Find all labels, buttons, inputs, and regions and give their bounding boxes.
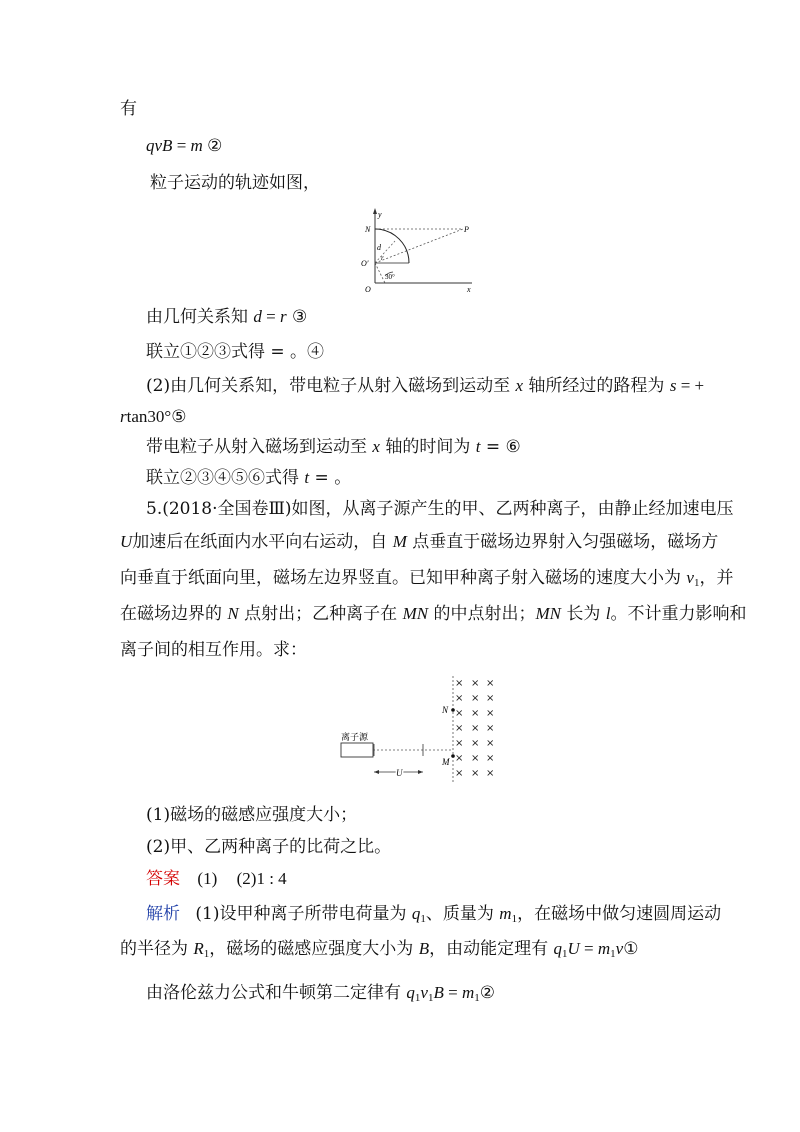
question-line xyxy=(120,639,307,661)
label-angle: 30° xyxy=(385,273,395,281)
var-v: v xyxy=(420,983,428,1002)
equals: = xyxy=(261,307,280,326)
text: 由几何关系知 xyxy=(146,307,254,327)
label-o: O xyxy=(365,285,371,293)
var-q: q xyxy=(411,904,421,923)
cross-mark: × xyxy=(471,738,480,749)
label-m: M xyxy=(442,757,450,767)
var-d: d xyxy=(253,307,262,326)
label-o-prime: O′ xyxy=(361,259,369,268)
var-b: B xyxy=(433,983,444,1002)
cross-mark: × xyxy=(486,723,495,734)
question-line xyxy=(146,836,391,858)
text: = 。 xyxy=(309,468,352,488)
circled-num: ② xyxy=(202,136,223,155)
text: 、质量为 xyxy=(425,904,500,924)
label-n: N xyxy=(365,225,371,234)
question-line xyxy=(120,531,718,553)
label-y: y xyxy=(378,210,382,219)
cross-mark: × xyxy=(486,708,495,719)
cross-mark: × xyxy=(455,723,464,734)
subscript: 1 xyxy=(610,948,616,960)
var-mn: MN xyxy=(402,604,429,623)
text: = ⑥ xyxy=(480,437,521,457)
var-b: B xyxy=(418,939,430,958)
cross-mark: × xyxy=(471,693,480,704)
text: 。不计重力影响和 xyxy=(610,604,747,624)
text: 联立②③④⑤⑥式得 xyxy=(146,468,305,488)
u-arrow-left xyxy=(374,770,379,774)
var-m: m xyxy=(499,904,512,923)
text-line xyxy=(150,172,320,194)
var-t: t xyxy=(304,468,310,487)
var-r: r xyxy=(120,407,127,426)
answer-label: 答案 xyxy=(146,869,180,889)
text: 在磁场边界的 xyxy=(120,604,228,624)
text: 带电粒子从射入磁场到运动至 xyxy=(146,437,373,457)
circled-num: ② xyxy=(479,983,495,1003)
var-mn: MN xyxy=(535,604,561,623)
text: 轴的时间为 xyxy=(379,437,476,457)
answer-part-1: (1) xyxy=(197,869,218,888)
text: tan30°⑤ xyxy=(126,407,187,426)
cross-mark: × xyxy=(486,678,495,689)
var-m: M xyxy=(392,532,407,551)
text: 联立①②③式得 = 。④ xyxy=(146,342,325,362)
text: (2)由几何关系知，带电粒子从射入磁场到运动至 xyxy=(146,376,516,396)
var-v: v xyxy=(686,568,694,587)
text-line xyxy=(120,98,137,120)
text: 长为 xyxy=(560,604,606,624)
var-m: m xyxy=(190,136,203,155)
text-line xyxy=(146,306,307,328)
var-x: x xyxy=(515,376,524,395)
cross-mark: × xyxy=(471,678,480,689)
text: 的中点射出； xyxy=(428,604,536,624)
question-line xyxy=(146,498,734,520)
text: 加速后在纸面内水平向右运动，自 xyxy=(132,532,393,552)
equals: = xyxy=(172,136,191,155)
text: (1)设甲种离子所带电荷量为 xyxy=(195,904,412,924)
var-b: B xyxy=(162,136,173,155)
subscript: 1 xyxy=(427,992,434,1004)
text: 有 xyxy=(120,99,137,119)
text: 的半径为 xyxy=(120,939,194,959)
text-line xyxy=(146,375,704,397)
cross-mark: × xyxy=(486,753,495,764)
var-m: m xyxy=(461,983,475,1002)
circled-num: ③ xyxy=(286,307,308,327)
dashed-line-p xyxy=(375,229,463,263)
equals: = xyxy=(579,939,598,958)
text: 粒子运动的轨迹如图， xyxy=(150,173,320,193)
cross-mark: × xyxy=(455,738,464,749)
var-l: l xyxy=(605,604,611,623)
var-s: s xyxy=(669,376,677,395)
var-q: q xyxy=(553,939,562,958)
cross-mark: × xyxy=(455,708,464,719)
label-u: U xyxy=(396,768,403,778)
label-p: P xyxy=(464,225,469,234)
cross-mark: × xyxy=(471,723,480,734)
label-r: r xyxy=(381,254,384,262)
text: ，在磁场中做匀速圆周运动 xyxy=(517,904,722,924)
var-n: N xyxy=(227,604,239,623)
cross-mark: × xyxy=(471,753,480,764)
text: ，并 xyxy=(699,568,734,588)
text: 离子间的相互作用。求： xyxy=(120,640,307,660)
subscript: 1 xyxy=(203,948,210,960)
text-line xyxy=(146,341,324,363)
analysis-line xyxy=(146,903,721,930)
cross-mark: × xyxy=(486,693,495,704)
var-m: m xyxy=(597,939,611,958)
var-u: U xyxy=(120,532,133,551)
cross-mark: × xyxy=(455,753,464,764)
subscript: 1 xyxy=(511,913,518,925)
var-q: q xyxy=(146,136,155,155)
text-line xyxy=(146,467,351,489)
subscript: 1 xyxy=(414,992,421,1004)
answer-part-2: (2)1 : 4 xyxy=(236,869,287,888)
question-line xyxy=(146,804,357,826)
dashed-line-o xyxy=(375,263,385,283)
text: 向垂直于纸面向里，磁场左边界竖直。已知甲种离子射入磁场的速度大小为 xyxy=(120,568,687,588)
subscript: 1 xyxy=(420,913,426,925)
label-ion-source: 离子源 xyxy=(341,732,369,742)
cross-mark: × xyxy=(455,678,464,689)
var-x: x xyxy=(372,437,380,456)
subscript: 1 xyxy=(693,577,700,589)
subscript: 1 xyxy=(562,948,568,960)
question-line xyxy=(120,567,733,594)
analysis-line xyxy=(120,938,638,965)
var-r: R xyxy=(193,939,204,958)
cross-mark: × xyxy=(455,693,464,704)
cross-mark: × xyxy=(471,708,480,719)
text: (2)甲、乙两种离子的比荷之比。 xyxy=(146,837,392,857)
text: (1)磁场的磁感应强度大小； xyxy=(146,805,358,825)
text: 点垂直于磁场边界射入匀强磁场，磁场方 xyxy=(406,532,719,552)
u-arrow-right xyxy=(418,770,423,774)
subscript: 1 xyxy=(474,992,480,1004)
text: 由洛伦兹力公式和牛顿第二定律有 xyxy=(146,983,407,1003)
analysis-line xyxy=(146,982,495,1009)
text: = + xyxy=(676,376,705,395)
var-q: q xyxy=(406,983,415,1002)
text-line xyxy=(120,406,186,428)
label-n: N xyxy=(442,705,449,715)
answer-line xyxy=(146,868,287,890)
var-t: t xyxy=(475,437,481,456)
cross-mark: × xyxy=(486,768,495,779)
y-arrow xyxy=(373,208,377,214)
analysis-label: 解析 xyxy=(146,904,180,924)
var-v: v xyxy=(615,939,624,958)
ion-source-figure xyxy=(336,674,506,786)
text: ，由动能定理有 xyxy=(429,939,554,959)
text: ，磁场的磁感应强度大小为 xyxy=(209,939,419,959)
var-u: U xyxy=(567,939,580,958)
equation-line xyxy=(146,135,222,157)
label-d: d xyxy=(377,243,381,252)
var-r: r xyxy=(280,307,287,326)
text-line xyxy=(146,436,521,458)
var-v: v xyxy=(154,136,163,155)
trajectory-figure xyxy=(355,205,480,293)
magnetic-field-crosses xyxy=(455,678,494,779)
ion-source-box xyxy=(341,743,373,757)
equals: = xyxy=(443,983,462,1002)
circled-num: ① xyxy=(623,939,639,959)
question-line xyxy=(120,603,747,625)
cross-mark: × xyxy=(455,768,464,779)
label-x: x xyxy=(467,285,471,293)
text: 轴所经过的路程为 xyxy=(523,376,670,396)
text: 点射出；乙种离子在 xyxy=(238,604,403,624)
cross-mark: × xyxy=(486,738,495,749)
text: 5.(2018·全国卷Ⅲ)如图，从离子源产生的甲、乙两种离子，由静止经加速电压 xyxy=(146,499,734,519)
cross-mark: × xyxy=(471,768,480,779)
